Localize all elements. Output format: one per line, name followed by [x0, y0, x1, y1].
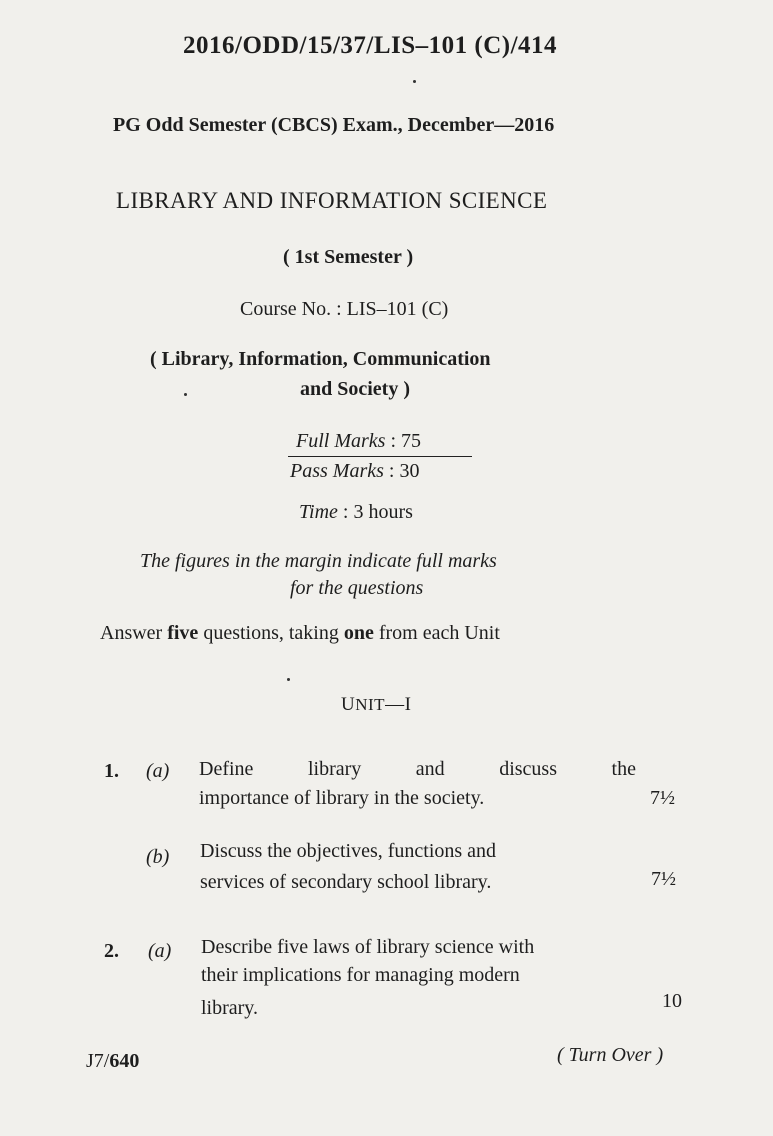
paper-code: 2016/ODD/15/37/LIS–101 (C)/414: [183, 32, 558, 59]
part-label: (a): [146, 760, 170, 782]
turn-over-note: ( Turn Over ): [557, 1044, 664, 1066]
paper-title-line-1: ( Library, Information, Communication: [150, 348, 491, 370]
footer-code-prefix: J7/: [86, 1050, 110, 1072]
print-speck: [287, 678, 290, 681]
print-speck: [184, 393, 187, 396]
answer-text-pre: Answer: [100, 622, 168, 644]
question-text-line: importance of library in the society.: [199, 787, 485, 809]
question-marks: 10: [662, 990, 682, 1012]
full-marks-value: : 75: [390, 430, 421, 452]
part-label: (b): [146, 846, 170, 868]
full-marks: [296, 430, 421, 453]
footer-code-number: 640: [109, 1050, 140, 1072]
paper-title-line-2: and Society ): [300, 378, 410, 400]
question-marks: 7½: [651, 868, 676, 890]
word: the: [611, 758, 636, 780]
question-text-line: library.: [201, 997, 259, 1019]
answer-emphasis-one: one: [343, 622, 374, 644]
time-label: Time: [299, 501, 338, 523]
unit-rest: NIT: [355, 695, 386, 714]
question-marks: 7½: [650, 787, 675, 809]
time-value: : 3 hours: [342, 501, 413, 523]
answer-instruction: [100, 622, 500, 645]
word: and: [415, 758, 445, 780]
word: discuss: [499, 758, 558, 780]
question-text-line: [199, 758, 636, 781]
subject-title: LIBRARY AND INFORMATION SCIENCE: [116, 188, 548, 213]
word: library: [307, 758, 362, 780]
word: Define: [199, 758, 254, 780]
footer-code: [86, 1050, 139, 1073]
question-text-line: Discuss the objectives, functions and: [200, 840, 497, 862]
margin-note-line-1: The figures in the margin indicate full marks: [140, 550, 497, 572]
question-number: 1.: [104, 760, 119, 782]
question-text-line: services of secondary school library.: [200, 871, 492, 893]
unit-initial: U: [341, 694, 356, 715]
part-label: (a): [148, 940, 172, 962]
answer-text-mid: questions, taking: [198, 622, 344, 644]
answer-text-post: from each Unit: [373, 622, 500, 644]
question-text-line: their implications for managing modern: [201, 964, 520, 986]
print-speck: [413, 80, 416, 83]
exam-time: [299, 501, 413, 524]
marks-divider: [288, 456, 472, 457]
pass-marks: [290, 460, 419, 483]
pass-marks-value: : 30: [388, 460, 420, 482]
answer-emphasis-five: five: [167, 622, 199, 644]
unit-number: —I: [385, 694, 412, 715]
question-text-line: Describe five laws of library science with: [201, 936, 535, 958]
semester-label: ( 1st Semester ): [283, 246, 414, 268]
unit-heading: [341, 694, 411, 716]
course-number: Course No. : LIS–101 (C): [240, 298, 449, 320]
pass-marks-label: Pass Marks: [290, 460, 384, 482]
full-marks-label: Full Marks: [296, 430, 386, 452]
question-number: 2.: [104, 940, 119, 962]
exam-title: PG Odd Semester (CBCS) Exam., December—2016: [113, 114, 555, 136]
margin-note-line-2: for the questions: [290, 577, 424, 599]
